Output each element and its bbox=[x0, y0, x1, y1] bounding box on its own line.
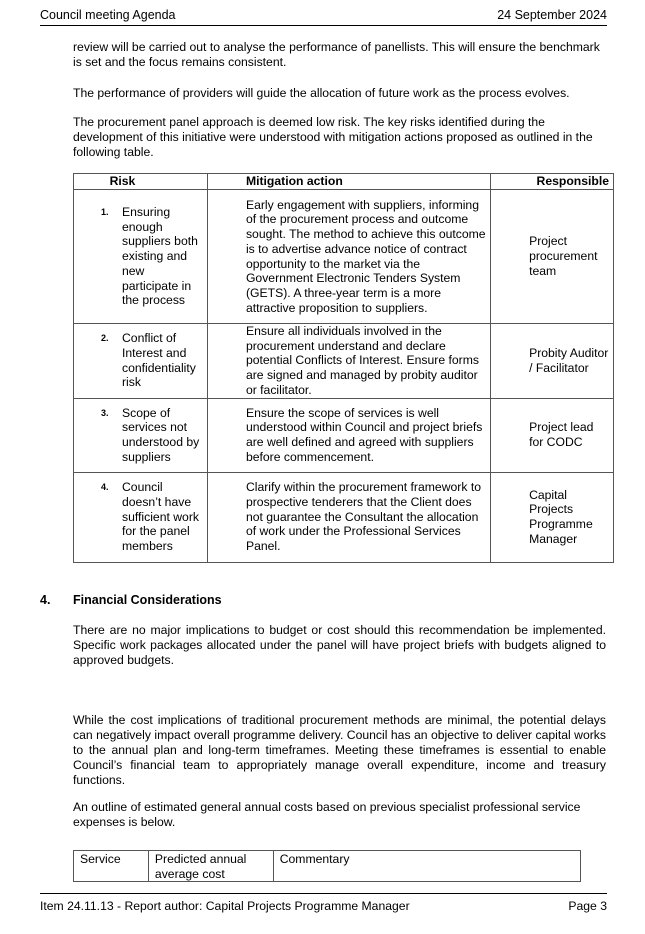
paragraph-risk-intro: The procurement panel approach is deemed low risk. The key risks identified during the development of this initiative were understood with mitigation actions proposed as outlined in the following table. bbox=[73, 115, 593, 159]
paragraph-performance: The performance of providers will guide the allocation of future work as the process evolves. bbox=[73, 86, 570, 100]
risk-table bbox=[73, 173, 614, 563]
risk-text: Council doesn’t have sufficient work for the panel members bbox=[122, 480, 199, 554]
page-footer bbox=[40, 893, 607, 913]
risk-cell bbox=[74, 324, 208, 399]
risk-text: Conflict of Interest and confidentiality risk bbox=[122, 331, 196, 390]
footer-page-number: Page 3 bbox=[568, 899, 607, 913]
paragraph-review: review will be carried out to analyse the performance of panellists. This will ensure the benchmark is set and the focus remains consistent. bbox=[73, 40, 600, 69]
responsible-column-header: Responsible bbox=[491, 174, 614, 190]
risk-text: Ensuring enough suppliers both existing and new participate in the process bbox=[122, 205, 198, 308]
table-row bbox=[74, 190, 614, 324]
mitigation-cell: Clarify within the procurement framework to prospective tenderers that the Client does not guarantee the Consultant the allocation of work under the Professional Services Panel. bbox=[207, 472, 490, 562]
risk-number: 4. bbox=[101, 482, 109, 493]
predicted-cost-column-header: Predicted annual average cost bbox=[148, 851, 273, 882]
risk-number: 3. bbox=[101, 407, 109, 418]
service-column-header: Service bbox=[74, 851, 149, 882]
responsible-cell: Capital Projects Programme Manager bbox=[491, 472, 614, 562]
responsible-cell: Project lead for CODC bbox=[491, 398, 614, 472]
cost-table-header-row bbox=[74, 851, 581, 882]
table-row bbox=[74, 398, 614, 472]
commentary-column-header: Commentary bbox=[273, 851, 580, 882]
risk-cell bbox=[74, 398, 208, 472]
risk-column-header: Risk bbox=[74, 174, 208, 190]
risk-cell bbox=[74, 190, 208, 324]
table-row bbox=[74, 472, 614, 562]
page-header bbox=[40, 6, 607, 26]
section-number: 4. bbox=[40, 593, 51, 607]
mitigation-cell: Ensure all individuals involved in the procurement understand and declare potential Conflicts of Interest. Ensure forms are signed and managed by probity auditor or facilitator. bbox=[207, 324, 490, 399]
risk-text: Scope of services not understood by suppliers bbox=[122, 405, 200, 464]
paragraph-delays: While the cost implications of traditional procurement methods are minimal, the potential delays can negatively impact overall programme delivery. Council has an objective to deliver capital works to the annual plan and long-term timeframes. Meeting these timeframes is essential to enable Council’s financial team to appropriately manage overall expenditure, income and treasury functions. bbox=[73, 713, 606, 787]
responsible-cell: Probity Auditor / Facilitator bbox=[491, 324, 614, 399]
mitigation-cell: Ensure the scope of services is well understood within Council and project briefs are well defined and agreed with suppliers before commencement. bbox=[207, 398, 490, 472]
risk-number: 1. bbox=[101, 207, 109, 218]
paragraph-cost-outline: An outline of estimated general annual costs based on previous specialist professional service expenses is below. bbox=[73, 800, 581, 829]
risk-number: 2. bbox=[101, 333, 109, 344]
cost-table bbox=[73, 850, 581, 882]
table-row bbox=[74, 324, 614, 399]
risk-table-header-row bbox=[74, 174, 614, 190]
header-date: 24 September 2024 bbox=[497, 8, 607, 22]
footer-item: Item 24.11.13 - Report author: Capital Projects Programme Manager bbox=[40, 899, 410, 913]
section-title: Financial Considerations bbox=[73, 593, 222, 607]
mitigation-column-header: Mitigation action bbox=[207, 174, 490, 190]
mitigation-cell: Early engagement with suppliers, informing of the procurement process and outcome sought. The method to achieve this outcome is to advertise advance notice of contract opportunity to the market via the Government Electronic Tenders System (GETS). A three-year term is a more attractive proposition to suppliers. bbox=[207, 190, 490, 324]
responsible-cell: Project procurement team bbox=[491, 190, 614, 324]
header-title: Council meeting Agenda bbox=[40, 8, 176, 22]
risk-cell bbox=[74, 472, 208, 562]
paragraph-budget: There are no major implications to budget or cost should this recommendation be implemented. Specific work packages allocated under the panel will have project briefs with budgets aligned to approved budgets. bbox=[73, 623, 606, 667]
